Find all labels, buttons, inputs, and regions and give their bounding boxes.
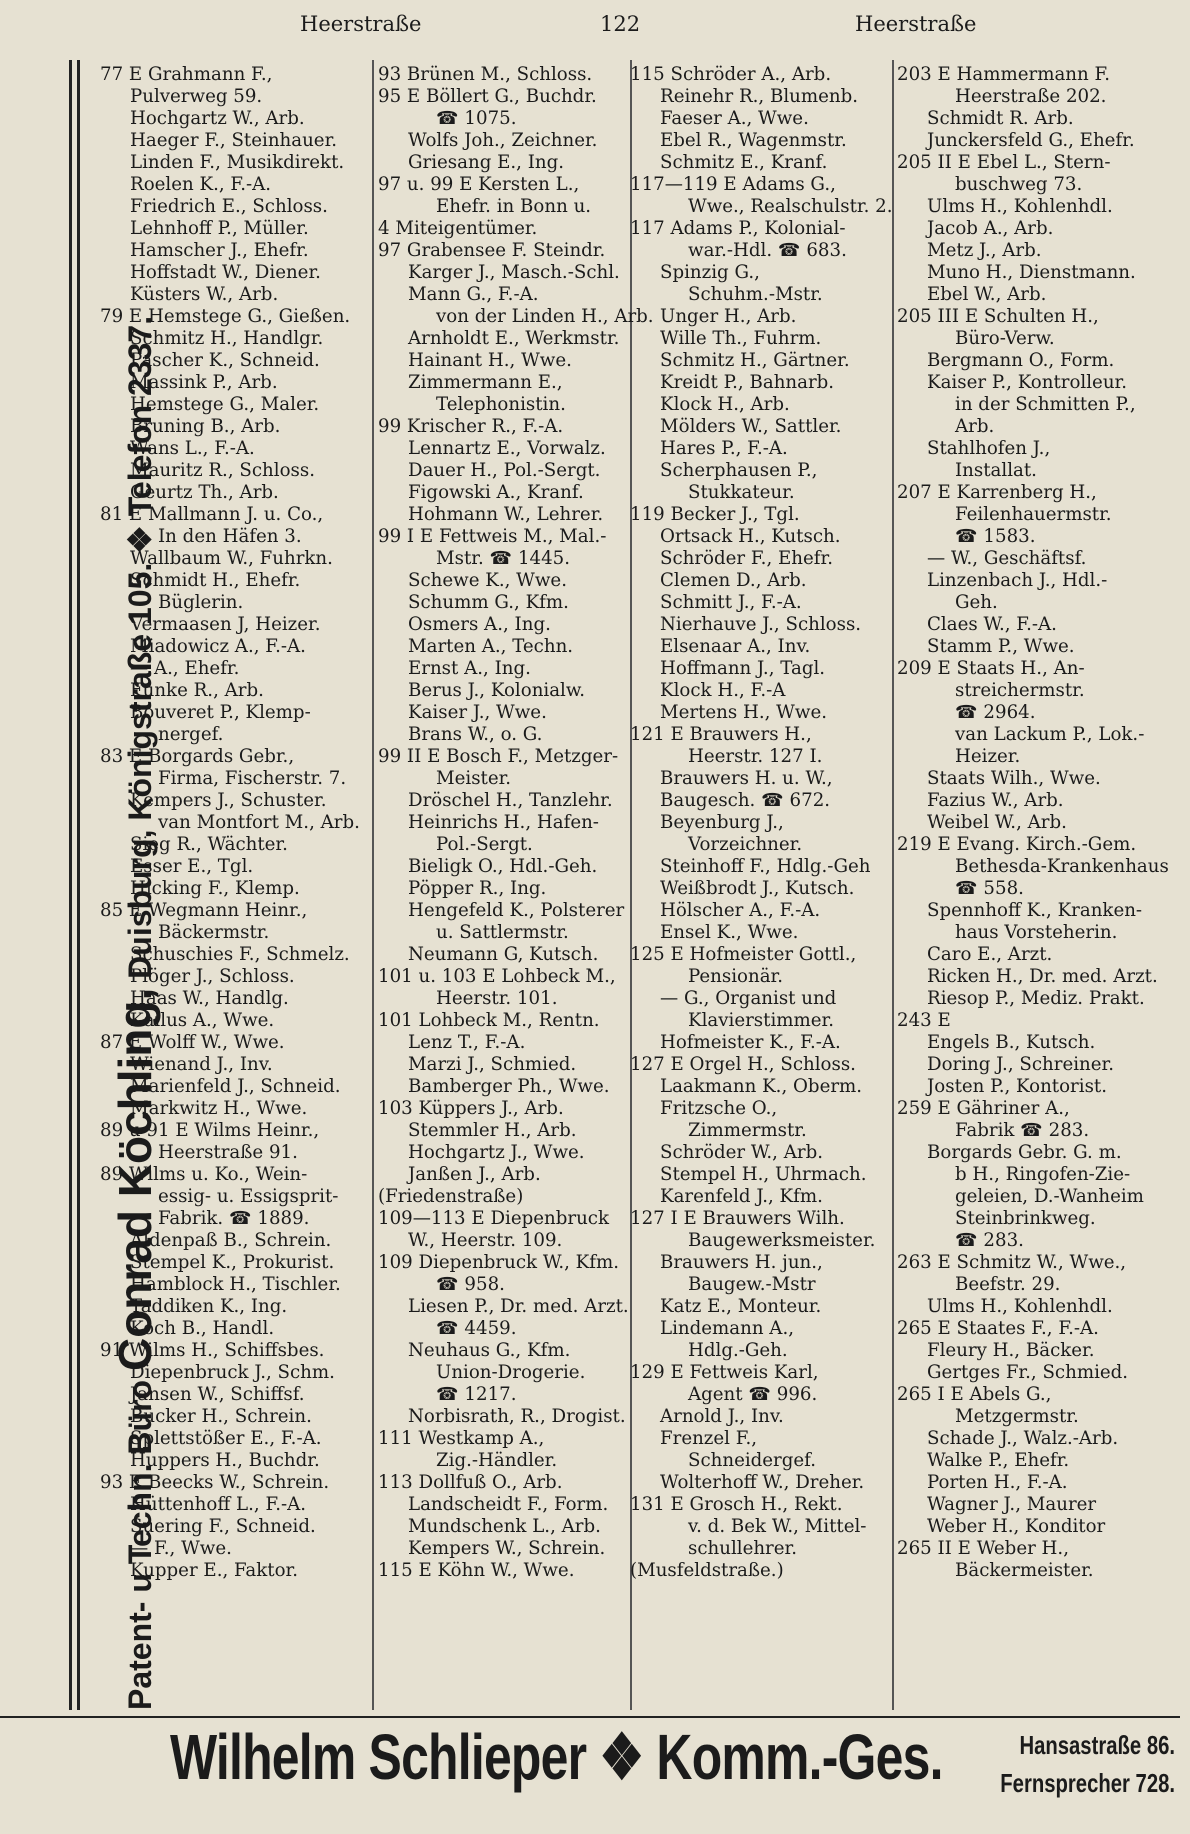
directory-entry: ☎ 1217. — [436, 1384, 517, 1405]
directory-entry: Stemmler H., Arb. — [408, 1120, 577, 1141]
directory-entry: Hamscher J., Ehefr. — [130, 240, 309, 261]
directory-entry: In den Häfen 3. — [158, 526, 302, 547]
directory-entry: Schmitt J., F.-A. — [660, 592, 802, 613]
directory-entry: Frenzel F., — [660, 1428, 758, 1449]
directory-entry: Schmitz H., Handlgr. — [130, 328, 324, 349]
directory-entry: Plöger J., Schloss. — [130, 966, 295, 987]
directory-entry: Ulms H., Kohlenhdl. — [927, 196, 1113, 217]
directory-entry: Schmitz H., Gärtner. — [660, 350, 850, 371]
directory-entry: b H., Ringofen-Zie- — [955, 1164, 1131, 1185]
directory-entry: Pascher K., Schneid. — [130, 350, 320, 371]
directory-entry: Massink P., Arb. — [130, 372, 278, 393]
directory-entry: Hicking F., Klemp. — [130, 878, 300, 899]
directory-entry: Borgards Gebr. G. m. — [927, 1142, 1122, 1163]
directory-entry: Schmidt H., Ehefr. — [130, 570, 301, 591]
directory-entry: Wagner J., Maurer — [927, 1494, 1097, 1515]
directory-entry: Bieligk O., Hdl.-Geh. — [408, 856, 598, 877]
directory-entry: Kaiser J., Wwe. — [408, 702, 547, 723]
directory-entry: 101 u. 103 E Lohbeck M., — [378, 966, 616, 987]
directory-entry: Linden F., Musikdirekt. — [130, 152, 345, 173]
directory-entry: Marzi J., Schmied. — [408, 1054, 577, 1075]
directory-entry: Weißbrodt J., Kutsch. — [660, 878, 855, 899]
directory-entry: 207 E Karrenberg H., — [897, 482, 1097, 503]
directory-entry: Hemstege G., Maler. — [130, 394, 320, 415]
directory-entry: Ricken H., Dr. med. Arzt. — [927, 966, 1158, 987]
directory-entry: Laakmann K., Oberm. — [660, 1076, 863, 1097]
sidebar-rule — [69, 60, 72, 1710]
directory-entry: Meister. — [436, 768, 512, 789]
directory-entry: Fabrik. ☎ 1889. — [158, 1208, 310, 1229]
footer-advertisement — [170, 1720, 1180, 1820]
directory-entry: Mölders W., Sattler. — [660, 416, 842, 437]
directory-entry: Unger H., Arb. — [660, 306, 797, 327]
directory-entry: Büro-Verw. — [955, 328, 1055, 349]
directory-entry: Ulms H., Kohlenhdl. — [927, 1296, 1113, 1317]
sidebar-ad-name: Conrad Köchling, — [109, 987, 161, 1372]
directory-entry: Ortsack H., Kutsch. — [660, 526, 841, 547]
directory-entry: Feilenhauermstr. — [955, 504, 1112, 525]
directory-entry: Suering F., Schneid. — [130, 1516, 316, 1537]
directory-entry: Mann G., F.-A. — [408, 284, 539, 305]
directory-entry: Markwitz H., Wwe. — [130, 1098, 308, 1119]
directory-entry: v. d. Bek W., Mittel- — [688, 1516, 867, 1537]
directory-column-1 — [100, 64, 375, 1582]
directory-entry: Hoffmann J., Tagl. — [660, 658, 826, 679]
directory-entry: Josten P., Kontorist. — [927, 1076, 1107, 1097]
directory-entry: Schumm G., Kfm. — [408, 592, 569, 613]
directory-entry: Hainant H., Wwe. — [408, 350, 572, 371]
directory-entry: Jacob A., Arb. — [927, 218, 1054, 239]
directory-entry: Karenfeld J., Kfm. — [660, 1186, 823, 1207]
directory-entry: Arnold J., Inv. — [660, 1406, 784, 1427]
directory-entry: Clemen D., Arb. — [660, 570, 807, 591]
directory-entry: Scherphausen P., — [660, 460, 818, 481]
directory-entry: Kempers W., Schrein. — [408, 1538, 606, 1559]
directory-entry: in der Schmitten P., — [955, 394, 1136, 415]
directory-entry: 115 Schröder A., Arb. — [630, 64, 832, 85]
directory-entry: Liesen P., Dr. med. Arzt. — [408, 1296, 629, 1317]
directory-entry: Hölscher A., F.-A. — [660, 900, 821, 921]
directory-entry: Stamm P., Wwe. — [927, 636, 1075, 657]
directory-entry: nergef. — [158, 724, 224, 745]
directory-entry: Wolfs Joh., Zeichner. — [408, 130, 598, 151]
directory-entry: Schmidt R. Arb. — [927, 108, 1074, 129]
directory-entry: Miadowicz A., F.-A. — [130, 636, 306, 657]
directory-entry: ☎ 283. — [955, 1230, 1024, 1251]
directory-entry: Schröder W., Arb. — [660, 1142, 823, 1163]
directory-entry: 127 E Orgel H., Schloss. — [630, 1054, 856, 1075]
directory-entry: Wille Th., Fuhrm. — [660, 328, 822, 349]
header-left-street: Heerstraße — [300, 12, 422, 36]
directory-entry: Wolterhoff W., Dreher. — [660, 1472, 865, 1493]
directory-entry: Ebel W., Arb. — [927, 284, 1047, 305]
directory-entry: Beyenburg J., — [660, 812, 784, 833]
directory-entry: Walke P., Ehefr. — [927, 1450, 1070, 1471]
directory-entry: Spinzig G., — [660, 262, 760, 283]
directory-entry: Pulverweg 59. — [130, 86, 263, 107]
directory-column-4 — [897, 64, 1187, 1582]
directory-entry: Berus J., Kolonialw. — [408, 680, 586, 701]
directory-entry: Fleury H., Bäcker. — [927, 1340, 1095, 1361]
directory-entry: ☎ 958. — [436, 1274, 505, 1295]
directory-entry: Pol.-Sergt. — [436, 834, 533, 855]
directory-entry: Mstr. ☎ 1445. — [436, 548, 571, 569]
directory-entry: Heerstr. 127 I. — [688, 746, 823, 767]
directory-entry: war.-Hdl. ☎ 683. — [688, 240, 847, 261]
directory-entry: Hüttenhoff L., F.-A. — [130, 1494, 307, 1515]
directory-entry: Schneidergef. — [688, 1450, 817, 1471]
directory-entry: Pöpper R., Ing. — [408, 878, 547, 899]
directory-entry: 99 I E Fettweis M., Mal.- — [378, 526, 607, 547]
directory-entry: 263 E Schmitz W., Wwe., — [897, 1252, 1127, 1273]
directory-entry: Firma, Fischerstr. 7. — [158, 768, 347, 789]
directory-entry: Schmitz E., Kranf. — [660, 152, 828, 173]
directory-entry: Griesang E., Ing. — [408, 152, 565, 173]
directory-entry: 243 E — [897, 1010, 951, 1031]
directory-entry: von der Linden H., Arb. — [436, 306, 654, 327]
directory-entry: Doring J., Schreiner. — [927, 1054, 1114, 1075]
directory-entry: Baugew.-Mstr — [688, 1274, 816, 1295]
directory-entry: 265 E Staates F., F.-A. — [897, 1318, 1099, 1339]
directory-entry: Schewe K., Wwe. — [408, 570, 567, 591]
directory-entry: Osmers A., Ing. — [408, 614, 551, 635]
directory-entry: Ernst A., Ing. — [408, 658, 531, 679]
directory-entry: Linzenbach J., Hdl.- — [927, 570, 1108, 591]
directory-entry: 93 Brünen M., Schloss. — [378, 64, 593, 85]
directory-entry: 117 Adams P., Kolonial- — [630, 218, 846, 239]
directory-entry: Vorzeichner. — [688, 834, 803, 855]
directory-entry: 265 I E Abels G., — [897, 1384, 1052, 1405]
directory-entry: Kailus A., Wwe. — [130, 1010, 275, 1031]
directory-entry: Agent ☎ 996. — [688, 1384, 818, 1405]
directory-entry: Fritzsche O., — [660, 1098, 778, 1119]
directory-entry: Fabrik ☎ 283. — [955, 1120, 1090, 1141]
sidebar-ad-prefix: Patent- u Techn. Büro — [122, 1371, 158, 1710]
directory-entry: Porten H., F.-A. — [927, 1472, 1068, 1493]
directory-entry: — G., Organist und — [660, 988, 837, 1009]
directory-entry: 209 E Staats H., An- — [897, 658, 1085, 679]
directory-entry: Geh. — [955, 592, 998, 613]
directory-entry: — W., Geschäftsf. — [927, 548, 1087, 569]
directory-entry: Lindemann A., — [660, 1318, 795, 1339]
directory-entry: Schade J., Walz.-Arb. — [927, 1428, 1119, 1449]
directory-entry: 109—113 E Diepenbruck — [378, 1208, 609, 1229]
directory-entry: haus Vorsteherin. — [955, 922, 1118, 943]
directory-entry: Hochgartz W., Arb. — [130, 108, 305, 129]
directory-entry: Brauwers H. jun., — [660, 1252, 823, 1273]
directory-column-2 — [378, 64, 654, 1582]
directory-entry: Neuhaus G., Kfm. — [408, 1340, 571, 1361]
directory-entry: 115 E Köhn W., Wwe. — [378, 1560, 575, 1581]
directory-entry: Roelen K., F.-A. — [130, 174, 272, 195]
directory-entry: 113 Dollfuß O., Arb. — [378, 1472, 563, 1493]
directory-entry: 109 Diepenbruck W., Kfm. — [378, 1252, 620, 1273]
footer-company-name: Wilhelm Schlieper ❖ Komm.-Ges. — [170, 1721, 943, 1793]
directory-entry: Marienfeld J., Schneid. — [130, 1076, 341, 1097]
directory-entry: Bäckermeister. — [955, 1560, 1094, 1581]
directory-entry: Wallbaum W., Fuhrkn. — [130, 548, 333, 569]
directory-entry: Hochgartz J., Wwe. — [408, 1142, 585, 1163]
directory-entry: 265 II E Weber H., — [897, 1538, 1069, 1559]
directory-entry: Landscheidt F., Form. — [408, 1494, 609, 1515]
directory-entry: Vermaasen J, Heizer. — [130, 614, 321, 635]
directory-entry: Marten A., Techn. — [408, 636, 574, 657]
directory-entry: — A., Ehefr. — [130, 658, 240, 679]
directory-entry: Klock H., F.-A — [660, 680, 786, 701]
directory-entry: Stempel K., Prokurist. — [130, 1252, 335, 1273]
directory-entry: Jansen W., Schiffsf. — [130, 1384, 305, 1405]
directory-entry: 93 E Beecks W., Schrein. — [100, 1472, 330, 1493]
directory-entry: Weibel W., Arb. — [927, 812, 1067, 833]
directory-entry: Janßen J., Arb. — [408, 1164, 541, 1185]
directory-entry: Telephonistin. — [436, 394, 566, 415]
directory-entry: Hdlg.-Geh. — [688, 1340, 788, 1361]
directory-entry: Büglerin. — [158, 592, 244, 613]
directory-entry: Bäckermstr. — [158, 922, 270, 943]
directory-entry: 205 III E Schulten H., — [897, 306, 1099, 327]
directory-entry: 89 u 91 E Wilms Heinr., — [100, 1120, 320, 1141]
directory-entry: 117—119 E Adams G., — [630, 174, 836, 195]
directory-entry: Metz J., Arb. — [927, 240, 1042, 261]
directory-entry: Splettstößer E., F.-A. — [130, 1428, 322, 1449]
directory-entry: Bamberger Ph., Wwe. — [408, 1076, 610, 1097]
directory-entry: 219 E Evang. Kirch.-Gem. — [897, 834, 1137, 855]
directory-entry: Wienand J., Inv. — [130, 1054, 273, 1075]
directory-entry: Lehnhoff P., Müller. — [130, 218, 309, 239]
directory-entry: buschweg 73. — [955, 174, 1083, 195]
directory-entry: 87 E Wolff W., Wwe. — [100, 1032, 285, 1053]
directory-entry: 101 Lohbeck M., Rentn. — [378, 1010, 600, 1031]
directory-entry: Mertens H., Wwe. — [660, 702, 827, 723]
directory-entry: Heerstr. 101. — [436, 988, 558, 1009]
directory-entry: Ensel K., Wwe. — [660, 922, 799, 943]
directory-entry: (Friedenstraße) — [378, 1186, 524, 1207]
directory-entry: Zig.-Händler. — [436, 1450, 558, 1471]
directory-entry: Installat. — [955, 460, 1037, 481]
directory-entry: 129 E Fettweis Karl, — [630, 1362, 819, 1383]
directory-entry: Kreidt P., Bahnarb. — [660, 372, 835, 393]
directory-entry: Klavierstimmer. — [688, 1010, 834, 1031]
directory-entry: Baugewerksmeister. — [688, 1230, 876, 1251]
directory-entry: Bergmann O., Form. — [927, 350, 1115, 371]
directory-entry: Zimmermstr. — [688, 1120, 807, 1141]
header-right-street: Heerstraße — [855, 12, 977, 36]
directory-entry: 81 E Mallmann J. u. Co., — [100, 504, 324, 525]
directory-entry: ☎ 1075. — [436, 108, 517, 129]
directory-entry: 89 Wilms u. Ko., Wein- — [100, 1164, 308, 1185]
directory-entry: Wans L., F.-A. — [130, 438, 255, 459]
directory-entry: Karger J., Masch.-Schl. — [408, 262, 620, 283]
directory-entry: Zimmermann E., — [408, 372, 563, 393]
directory-entry: Schuhm.-Mstr. — [688, 284, 823, 305]
directory-entry: Staats Wilh., Wwe. — [927, 768, 1101, 789]
directory-entry: 77 E Grahmann F., — [100, 64, 273, 85]
directory-entry: Nierhauve J., Schloss. — [660, 614, 862, 635]
directory-entry: 103 Küppers J., Arb. — [378, 1098, 564, 1119]
directory-entry: Bücker H., Schrein. — [130, 1406, 312, 1427]
directory-entry: Stahlhofen J., — [927, 438, 1051, 459]
page-number: 122 — [600, 12, 641, 36]
directory-entry: Arb. — [955, 416, 995, 437]
directory-entry: Metzgermstr. — [955, 1406, 1079, 1427]
directory-entry: Taddiken K., Ing. — [130, 1296, 288, 1317]
directory-entry: Beefstr. 29. — [955, 1274, 1061, 1295]
directory-entry: Weber H., Konditor — [927, 1516, 1106, 1537]
directory-entry: Heizer. — [955, 746, 1021, 767]
directory-entry: Ehefr. in Bonn u. — [436, 196, 592, 217]
directory-entry: W., Heerstr. 109. — [408, 1230, 563, 1251]
directory-entry: Heinrichs H., Hafen- — [408, 812, 599, 833]
directory-entry: 99 II E Bosch F., Metzger- — [378, 746, 619, 767]
directory-entry: Bruning B., Arb. — [130, 416, 281, 437]
directory-entry: (Musfeldstraße.) — [630, 1560, 784, 1581]
directory-columns — [100, 64, 1180, 1704]
directory-entry: Kaiser P., Kontrolleur. — [927, 372, 1128, 393]
directory-entry: essig- u. Essigsprit- — [158, 1186, 339, 1207]
footer-address: Hansastraße 86. — [1019, 1730, 1175, 1760]
directory-entry: Elsenaar A., Inv. — [660, 636, 811, 657]
directory-entry: u. Sattlermstr. — [436, 922, 569, 943]
directory-entry: ☎ 2964. — [955, 702, 1036, 723]
footer-contact — [1000, 1726, 1175, 1802]
directory-entry: Wwe., Realschulstr. 2. — [688, 196, 893, 217]
directory-entry: 111 Westkamp A., — [378, 1428, 545, 1449]
directory-entry: Esser E., Tgl. — [130, 856, 254, 877]
directory-entry: 91 Wilms H., Schiffsbes. — [100, 1340, 325, 1361]
directory-entry: Stempel H., Uhrmach. — [660, 1164, 867, 1185]
directory-entry: Steinbrinkweg. — [955, 1208, 1096, 1229]
directory-entry: Sieg R., Wächter. — [130, 834, 288, 855]
directory-entry: Caro E., Arzt. — [927, 944, 1053, 965]
sidebar-ad-rest: Duisburg, Königstraße 105. ❖ Telefon 2337. — [122, 315, 158, 988]
directory-entry: Lenz T., F.-A. — [408, 1032, 526, 1053]
footer-rule — [0, 1716, 1180, 1718]
directory-entry: Küsters W., Arb. — [130, 284, 279, 305]
directory-entry: Dröschel H., Tanzlehr. — [408, 790, 613, 811]
directory-entry: Lennartz E., Vorwalz. — [408, 438, 606, 459]
directory-entry: 97 u. 99 E Kersten L., — [378, 174, 580, 195]
directory-entry: 259 E Gähriner A., — [897, 1098, 1070, 1119]
directory-entry: Muno H., Dienstmann. — [927, 262, 1136, 283]
directory-entry: Ebel R., Wagenmstr. — [660, 130, 847, 151]
directory-entry: Hengefeld K., Polsterer — [408, 900, 625, 921]
directory-entry: Hoffstadt W., Diener. — [130, 262, 321, 283]
directory-entry: 95 E Böllert G., Buchdr. — [378, 86, 597, 107]
directory-entry: Klock H., Arb. — [660, 394, 790, 415]
directory-entry: Baugesch. ☎ 672. — [660, 790, 831, 811]
directory-entry: Schuschies F., Schmelz. — [130, 944, 350, 965]
directory-entry: schullehrer. — [688, 1538, 797, 1559]
directory-entry: Haas W., Handlg. — [130, 988, 289, 1009]
directory-entry: Dauer H., Pol.-Sergt. — [408, 460, 601, 481]
directory-entry: Steinhoff F., Hdlg.-Geh — [660, 856, 871, 877]
directory-entry: Stukkateur. — [688, 482, 795, 503]
directory-entry: Koch B., Handl. — [130, 1318, 275, 1339]
directory-entry: 203 E Hammermann F. — [897, 64, 1111, 85]
directory-entry: Norbisrath, R., Drogist. — [408, 1406, 626, 1427]
directory-entry: Hares P., F.-A. — [660, 438, 788, 459]
directory-entry: 119 Becker J., Tgl. — [630, 504, 800, 525]
directory-entry: Mauritz R., Schloss. — [130, 460, 315, 481]
directory-entry: 85 E Wegmann Heinr., — [100, 900, 308, 921]
directory-entry: Brauwers H. u. W., — [660, 768, 833, 789]
directory-entry: ☎ 4459. — [436, 1318, 517, 1339]
directory-entry: Engels B., Kutsch. — [927, 1032, 1096, 1053]
directory-entry: Huppers H., Buchdr. — [130, 1450, 320, 1471]
directory-entry: 127 I E Brauwers Wilh. — [630, 1208, 845, 1229]
directory-entry: Hofmeister K., F.-A. — [660, 1032, 841, 1053]
footer-phone: Fernsprecher 728. — [1000, 1768, 1175, 1798]
directory-entry: ☎ 1583. — [955, 526, 1036, 547]
directory-entry: van Montfort M., Arb. — [158, 812, 360, 833]
directory-entry: Kempers J., Schuster. — [130, 790, 327, 811]
directory-entry: ☎ 558. — [955, 878, 1024, 899]
directory-entry: van Lackum P., Lok.- — [955, 724, 1145, 745]
directory-entry: Faeser A., Wwe. — [660, 108, 809, 129]
directory-entry: Neumann G, Kutsch. — [408, 944, 599, 965]
directory-entry: 121 E Brauwers H., — [630, 724, 812, 745]
directory-entry: Bouveret P., Klemp- — [130, 702, 311, 723]
directory-entry: Heerstraße 202. — [955, 86, 1107, 107]
directory-entry: Kupper E., Faktor. — [130, 1560, 299, 1581]
directory-entry: Heerstraße 91. — [158, 1142, 298, 1163]
directory-entry: Riesop P., Mediz. Prakt. — [927, 988, 1145, 1009]
directory-entry: 4 Miteigentümer. — [378, 218, 538, 239]
directory-entry: geleien, D.-Wanheim — [955, 1186, 1144, 1207]
directory-entry: Union-Drogerie. — [436, 1362, 586, 1383]
directory-entry: Junckersfeld G., Ehefr. — [927, 130, 1135, 151]
directory-entry: 83 E Borgards Gebr., — [100, 746, 295, 767]
sidebar-rule — [77, 60, 80, 1710]
directory-entry: Bethesda-Krankenhaus — [955, 856, 1169, 877]
directory-entry: 125 E Hofmeister Gottl., — [630, 944, 857, 965]
directory-entry: Brans W., o. G. — [408, 724, 543, 745]
directory-entry: Haeger F., Steinhauer. — [130, 130, 338, 151]
directory-entry: Fazius W., Arb. — [927, 790, 1064, 811]
directory-entry: Aldenpaß B., Schrein. — [130, 1230, 332, 1251]
directory-entry: Figowski A., Kranf. — [408, 482, 584, 503]
directory-entry: Spennhoff K., Kranken- — [927, 900, 1143, 921]
directory-entry: Pensionär. — [688, 966, 784, 987]
directory-entry: Friedrich E., Schloss. — [130, 196, 328, 217]
directory-entry: Gertges Fr., Schmied. — [927, 1362, 1129, 1383]
directory-entry: Reinehr R., Blumenb. — [660, 86, 859, 107]
directory-entry: Diepenbruck J., Schm. — [130, 1362, 335, 1383]
directory-entry: 131 E Grosch H., Rekt. — [630, 1494, 843, 1515]
directory-entry: 97 Grabensee F. Steindr. — [378, 240, 606, 261]
directory-entry: Funke R., Arb. — [130, 680, 264, 701]
directory-entry: Claes W., F.-A. — [927, 614, 1057, 635]
directory-entry: Katz E., Monteur. — [660, 1296, 822, 1317]
directory-entry: 205 II E Ebel L., Stern- — [897, 152, 1111, 173]
directory-entry: — F., Wwe. — [130, 1538, 232, 1559]
directory-entry: Mundschenk L., Arb. — [408, 1516, 601, 1537]
directory-entry: Schröder F., Ehefr. — [660, 548, 833, 569]
directory-entry: Arnholdt E., Werkmstr. — [408, 328, 620, 349]
directory-entry: 79 E Hemstege G., Gießen. — [100, 306, 351, 327]
directory-entry: streichermstr. — [955, 680, 1085, 701]
directory-entry: Hohmann W., Lehrer. — [408, 504, 604, 525]
directory-entry: 99 Krischer R., F.-A. — [378, 416, 564, 437]
directory-entry: Geurtz Th., Arb. — [130, 482, 279, 503]
directory-entry: Hamblock H., Tischler. — [130, 1274, 341, 1295]
directory-column-3 — [630, 64, 893, 1582]
